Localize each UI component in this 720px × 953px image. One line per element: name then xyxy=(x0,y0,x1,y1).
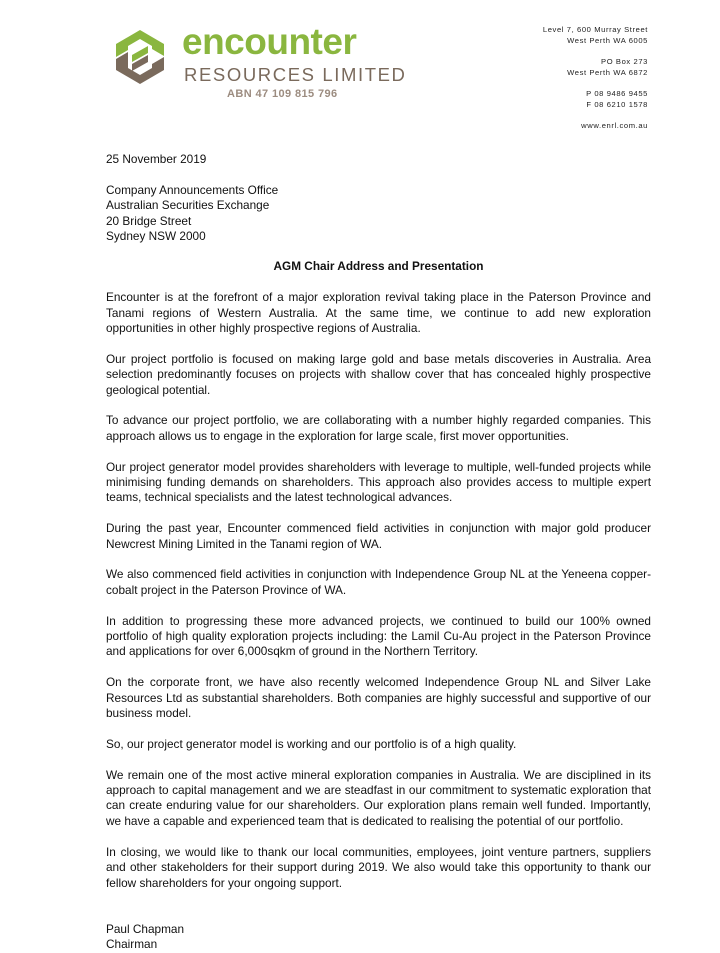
recipient-line: Sydney NSW 2000 xyxy=(106,229,206,244)
recipient-line: Australian Securities Exchange xyxy=(106,198,270,213)
logo-wordmark: encounter xyxy=(182,21,357,62)
company-logo xyxy=(112,21,412,104)
paragraph: During the past year, Encounter commenced field activities in conjunction with major gold producer Newcrest Mining Limited in the Tanami region of WA. xyxy=(106,521,651,551)
paragraph: We also commenced field activities in conjunction with Independence Group NL at the Yeneena copper-cobalt project in the Paterson Province of WA. xyxy=(106,567,651,597)
paragraph: Our project portfolio is focused on making large gold and base metals discoveries in Australia. Area selection predominantly focuses on projects with shallow cover that has concealed highly prospective geological potential. xyxy=(106,351,651,397)
phone-number: P 08 9486 9455 xyxy=(586,89,648,98)
recipient-line: 20 Bridge Street xyxy=(106,213,192,228)
fax-number: F 08 6210 1578 xyxy=(586,100,648,109)
paragraph: We remain one of the most active mineral exploration companies in Australia. We are disciplined in its approach to capital management and we are steadfast in our commitment to systematic exploration that can create enduring value for our shareholders. Our exploration plans remain well funded. Importantly, we have a capable and experienced team that is dedicated to realising the potential of our portfolio. xyxy=(106,767,651,828)
paragraph: On the corporate front, we have also recently welcomed Independence Group NL and Silver Lake Resources Ltd as substantial shareholders. Both companies are highly successful and supportive of our business model. xyxy=(106,675,651,721)
paragraph: In closing, we would like to thank our local communities, employees, joint venture partners, suppliers and other stakeholders for their support during 2019. We also would take this opportunity to thank our fellow shareholders for your ongoing support. xyxy=(106,844,651,890)
paragraph: Our project generator model provides shareholders with leverage to multiple, well-funded projects while minimising funding demands on shareholders. This approach also provides access to multiple expert teams, technical specialists and the latest technological advances. xyxy=(106,459,651,505)
recipient-address xyxy=(106,183,651,245)
paragraph: In addition to progressing these more advanced projects, we continued to build our 100% owned portfolio of high quality exploration projects including: the Lamil Cu-Au project in the Paterson Province and applications for over 6,000sqkm of ground in the Northern Territory. xyxy=(106,613,651,659)
address-line-2: West Perth WA 6005 xyxy=(567,36,648,45)
logo-subtitle: RESOURCES LIMITED xyxy=(184,64,407,85)
paragraph: So, our project generator model is working and our portfolio is of a high quality. xyxy=(106,736,517,751)
logo-abn: ABN 47 109 815 796 xyxy=(227,88,338,100)
letter-date: 25 November 2019 xyxy=(106,152,207,166)
signatory-name: Paul Chapman xyxy=(106,921,185,936)
po-box: PO Box 273 xyxy=(601,57,648,66)
paragraph: Encounter is at the forefront of a major exploration revival taking place in the Paterson Province and Tanami regions of Western Australia. At the same time, we continue to add new exploration opportunities in other highly prospective regions of Australia. xyxy=(106,290,651,336)
encounter-logo-mark-icon xyxy=(112,28,168,86)
signatory-title: Chairman xyxy=(106,937,158,952)
po-suburb: West Perth WA 6872 xyxy=(567,68,648,77)
address-line-1: Level 7, 600 Murray Street xyxy=(542,25,648,34)
letter-body xyxy=(106,152,651,953)
recipient-line: Company Announcements Office xyxy=(106,182,279,197)
contact-block xyxy=(543,24,648,131)
letter-heading: AGM Chair Address and Presentation xyxy=(273,259,484,274)
paragraph: To advance our project portfolio, we are collaborating with a number highly regarded companies. This approach allows us to engage in the exploration for large scale, first mover opportunities. xyxy=(106,413,651,443)
website-link[interactable]: www.enrl.com.au xyxy=(581,121,648,130)
